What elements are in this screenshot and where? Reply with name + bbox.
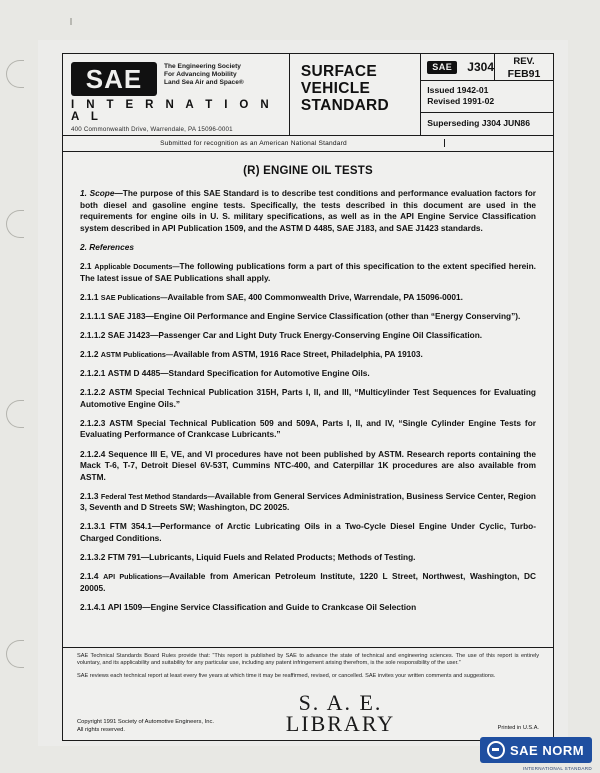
clause-number: 2.1.3.1 — [80, 521, 106, 532]
clause-lead: SAE Publications— — [100, 292, 168, 302]
clause-text: Available from SAE, 400 Commonwealth Drive, Warrendale, PA 15096-0001. — [167, 291, 463, 302]
slogan-line-2: For Advancing Mobility — [164, 71, 237, 79]
doc-type-line-3: STANDARD — [300, 97, 390, 114]
clause-number: 2.1.1.1 — [80, 310, 106, 321]
clause-text: The following publications form a part of this specification to the extent specified herein. The latest issue of SAE Publications shall apply. — [80, 260, 536, 283]
clause-text: Available from American Petroleum Institute, 1220 L Street, Northwest, Washington, DC 20005. — [80, 571, 537, 593]
clause-text: Available from ASTM, 1916 Race Street, Philadelphia, PA 19103. — [173, 348, 423, 359]
footer-bottom — [63, 692, 553, 740]
clause-paragraph — [80, 349, 536, 361]
clause-text: ASTM D 4485—Standard Specification for Automotive Engine Oils. — [107, 368, 370, 379]
clause-number: 2.1.3 — [80, 490, 99, 501]
document-body — [63, 188, 553, 629]
doc-type-line-1: SURFACE — [300, 63, 377, 80]
clause-number: 2.1.2.4 — [80, 448, 106, 459]
binder-hole — [6, 60, 24, 88]
clause-number: 2.1.2.2 — [80, 387, 106, 398]
clause-paragraph — [80, 552, 536, 564]
clause-number: 2.1.1 — [80, 291, 99, 302]
printed-in: Printed in U.S.A. — [497, 724, 539, 731]
doc-type-block — [290, 54, 421, 135]
header-org-block — [63, 54, 290, 135]
clause-number: 2.1.3.2 — [80, 552, 106, 563]
clause-lead: API Publications— — [103, 572, 170, 582]
clause-number: 2.1.4 — [80, 571, 99, 582]
copyright-block — [77, 719, 242, 734]
submission-row — [63, 136, 553, 152]
clause-paragraph — [80, 261, 536, 284]
clause-paragraph — [80, 521, 536, 544]
library-line-1: S. A. E. — [298, 690, 383, 716]
superseding: Superseding J304 JUN86 — [427, 118, 530, 128]
clause-number: 2.1.2 — [80, 348, 99, 359]
org-slogan — [164, 62, 244, 88]
sae-norm-sublabel: INTERNATIONAL STANDARD — [522, 766, 592, 771]
references-heading: 2. References — [80, 241, 134, 252]
clause-paragraph — [80, 292, 536, 304]
clause-paragraph — [80, 491, 536, 514]
org-address: 400 Commonwealth Drive, Warrendale, PA 15096-0001 — [71, 126, 233, 133]
submission-note: Submitted for recognition as an American National Standard — [63, 139, 445, 147]
doc-meta-block — [421, 54, 553, 135]
submission-spacer — [445, 139, 553, 147]
clause-text: FTM 354.1—Performance of Arctic Lubricating Oils in a Two-Cycle Diesel Engine Under Cyclic, Turbo-Charged Conditions. — [80, 521, 536, 544]
copyright-line-1: Copyright 1991 Society of Automotive Engineers, Inc. — [77, 719, 214, 726]
scan-speck — [70, 18, 72, 25]
clause-number: 2.1.1.2 — [80, 329, 106, 340]
clause-paragraph — [80, 368, 536, 380]
scope-paragraph — [80, 188, 536, 234]
clause-number: 2.1 — [80, 260, 92, 271]
revision-block — [495, 54, 553, 80]
sae-badge: SAE — [427, 61, 457, 74]
doc-type-line-2: VEHICLE — [300, 80, 371, 97]
clause-lead: Federal Test Method Standards— — [100, 491, 215, 501]
doc-number-row — [421, 54, 495, 80]
page-title: (R) ENGINE OIL TESTS — [243, 165, 373, 177]
clause-text: ASTM Special Technical Publication 509 and 509A, Parts I, II, and IV, “Single Cylinder Engine Tests for Evaluating Performance of Crankcase Lubricants.” — [80, 417, 536, 440]
binder-hole — [6, 400, 24, 428]
clause-text: SAE J183—Engine Oil Performance and Engine Service Classification (other than “Energy Conserving”). — [107, 310, 521, 321]
scope-text: The purpose of this SAE Standard is to describe test conditions and performance evaluation factors for both diesel and gasoline engine tests. Specifically, the tests described in this document are used in the requirements for engine oils in U. S. military specifications, as well as in the API Engine Service Classification system described in API Publication 1509, and the ASTM D 4485, SAE J183, and SAE J1423 standards. — [80, 188, 536, 233]
sae-norm-label: SAE NORM — [510, 742, 585, 758]
clause-paragraph — [80, 311, 536, 323]
slogan-line-3: Land Sea Air and Space® — [164, 79, 244, 87]
revised-date: Revised 1991-02 — [427, 96, 495, 106]
sae-logo: SAE — [71, 62, 157, 96]
clause-text: Sequence III E, VE, and VI procedures have not been published by ASTM. Research reports containing the Mack T-6, T-7, Detroit Diesel 6V-53T, Cummins NTC-400, and Caterpillar 1K procedures are also available from ASTM. — [80, 448, 536, 482]
binder-hole — [6, 210, 24, 238]
org-international: I N T E R N A T I O N A L — [71, 99, 274, 123]
clause-paragraph — [80, 387, 536, 410]
clause-paragraph — [80, 602, 536, 614]
standard-frame — [62, 53, 554, 741]
footer-note-1: SAE Technical Standards Board Rules provide that: “This report is published by SAE to advance the state of technical and engineering sciences. The use of this report is entirely voluntary, and its applicability and suitability for any particular use, including any patent infringement arising therefrom, is the sole responsibility of the user.” — [77, 653, 539, 667]
clause-text: ASTM Special Technical Publication 315H, Parts I, II, and III, “Multicylinder Test Sequences for Evaluating Automotive Engine Oils.” — [80, 387, 536, 409]
clause-number: 2.1.2.3 — [80, 417, 106, 428]
binder-hole — [6, 640, 24, 668]
document-header — [63, 54, 553, 136]
clause-text: FTM 791—Lubricants, Liquid Fuels and Related Products; Methods of Testing. — [107, 552, 416, 563]
rev-value: FEB91 — [507, 68, 541, 80]
sae-library-stamp — [242, 690, 439, 737]
library-line-2: LIBRARY — [285, 711, 396, 737]
sae-norm-stamp — [480, 737, 592, 763]
clause-text: API 1509—Engine Service Classification and Guide to Crankcase Oil Selection — [107, 601, 417, 612]
footer-notes — [63, 647, 553, 692]
sae-norm-icon — [487, 741, 505, 759]
issued-date: Issued 1942-01 — [427, 85, 489, 95]
clause-lead: ASTM Publications— — [100, 349, 174, 359]
clause-paragraph — [80, 418, 536, 441]
slogan-line-1: The Engineering Society — [164, 63, 241, 70]
scope-label: 1. Scope— — [80, 188, 123, 198]
clause-paragraph — [80, 330, 536, 342]
clause-lead: Applicable Documents— — [94, 261, 180, 271]
clause-paragraph — [80, 571, 536, 594]
clause-text: Available from General Services Administration, Business Service Center, Region 3, Seventh and D Streets SW; Washington, DC 20025. — [80, 490, 537, 513]
footer-note-2: SAE reviews each technical report at least every five years at which time it may be reaffirmed, revised, or cancelled. SAE invites your written comments and suggestions. — [77, 673, 496, 680]
clause-number: 2.1.2.1 — [80, 368, 106, 379]
clause-text: SAE J1423—Passenger Car and Light Duty Truck Energy-Conserving Engine Oil Classification. — [107, 329, 483, 340]
clause-paragraph — [80, 449, 536, 484]
doc-number: J304 — [467, 60, 494, 74]
clause-number: 2.1.4.1 — [80, 601, 106, 612]
rev-label: REV. — [513, 56, 535, 67]
issue-dates — [421, 81, 553, 113]
copyright-line-2: All rights reserved. — [77, 726, 126, 733]
